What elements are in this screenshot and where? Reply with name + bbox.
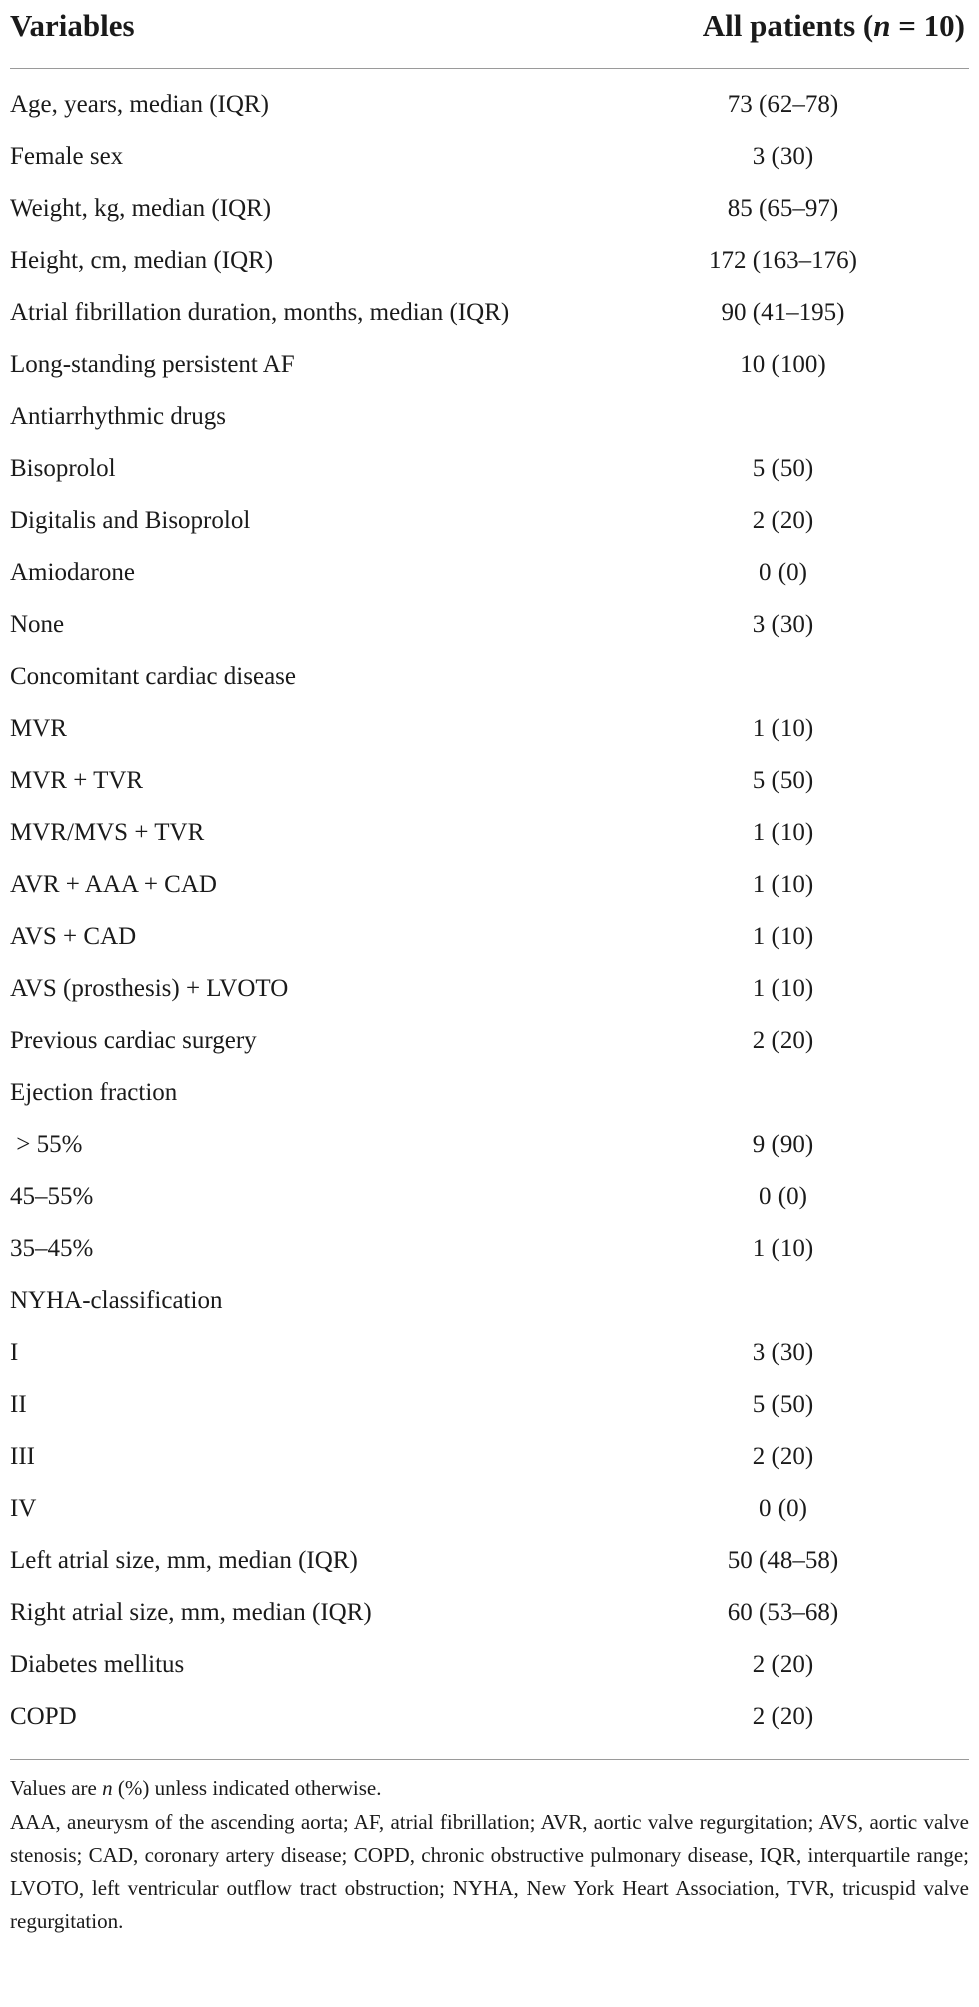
table-row	[10, 287, 969, 339]
row-value: 5 (50)	[752, 455, 814, 482]
table-row	[10, 1587, 969, 1639]
table-header	[10, 0, 969, 52]
table-row	[10, 963, 969, 1015]
table-row	[10, 183, 969, 235]
row-label: Amiodarone	[10, 559, 135, 586]
table-row	[10, 235, 969, 287]
table-row	[10, 1015, 969, 1067]
row-label: 35–45%	[10, 1235, 94, 1262]
row-label: Long-standing persistent AF	[10, 351, 295, 378]
row-label: Right atrial size, mm, median (IQR)	[10, 1599, 372, 1626]
row-value: 3 (30)	[752, 1339, 814, 1366]
row-value: 1 (10)	[752, 1235, 814, 1262]
row-label: I	[10, 1339, 19, 1366]
row-value: 2 (20)	[752, 1703, 814, 1730]
row-label: AVR + AAA + CAD	[10, 871, 217, 898]
row-value: 3 (30)	[752, 611, 814, 638]
table-row	[10, 391, 969, 443]
table-row	[10, 807, 969, 859]
table-row	[10, 495, 969, 547]
header-n-symbol: n	[873, 8, 891, 43]
row-label: AVS + CAD	[10, 923, 137, 950]
row-label: NYHA-classification	[10, 1287, 223, 1314]
row-label: Left atrial size, mm, median (IQR)	[10, 1547, 358, 1574]
row-value: 1 (10)	[752, 715, 814, 742]
footnote-values-prefix: Values are	[10, 1776, 103, 1800]
row-value: 2 (20)	[752, 507, 814, 534]
header-variables: Variables	[10, 8, 135, 43]
table-row	[10, 1639, 969, 1691]
row-value: 73 (62–78)	[727, 91, 839, 118]
row-label: Female sex	[10, 143, 124, 170]
table-row	[10, 79, 969, 131]
header-all-patients-prefix: All patients (	[702, 8, 874, 43]
row-value: 85 (65–97)	[727, 195, 839, 222]
row-value: 172 (163–176)	[709, 247, 857, 274]
row-label: Antiarrhythmic drugs	[10, 403, 226, 430]
table-row	[10, 443, 969, 495]
row-label: Age, years, median (IQR)	[10, 91, 269, 118]
footnote-abbreviations: AAA, aneurysm of the ascending aorta; AF, atrial fibrillation; AVR, aortic valve regurgitation; AVS, aortic valve stenosis; CAD, coronary artery disease; COPD, chronic obstructive pulmonary disease, IQR, interquartile range; LVOTO, left ventricular outflow tract obstruction; NYHA, New York Heart Association, TVR, tricuspid valve regurgitation.	[10, 1810, 969, 1933]
row-label: Weight, kg, median (IQR)	[10, 195, 272, 222]
row-label: MVR + TVR	[10, 767, 144, 794]
row-value: 2 (20)	[752, 1027, 814, 1054]
row-label: II	[10, 1391, 27, 1418]
table-row	[10, 1275, 969, 1327]
table-body	[10, 79, 969, 1743]
row-value: 2 (20)	[752, 1651, 814, 1678]
row-value: 5 (50)	[752, 767, 814, 794]
row-value: 1 (10)	[752, 923, 814, 950]
table-row	[10, 755, 969, 807]
row-value: 0 (0)	[759, 559, 807, 586]
footnote-values	[10, 1772, 969, 1805]
table-row	[10, 599, 969, 651]
table-row	[10, 1431, 969, 1483]
row-label: III	[10, 1443, 35, 1470]
row-label: Bisoprolol	[10, 455, 116, 482]
row-value: 90 (41–195)	[721, 299, 845, 326]
row-label: Height, cm, median (IQR)	[10, 247, 274, 274]
row-label: Concomitant cardiac disease	[10, 663, 296, 690]
row-value: 50 (48–58)	[727, 1547, 839, 1574]
row-label: Ejection fraction	[10, 1079, 178, 1106]
row-label: Digitalis and Bisoprolol	[10, 507, 251, 534]
row-value: 9 (90)	[752, 1131, 814, 1158]
table-row	[10, 339, 969, 391]
row-value: 3 (30)	[752, 143, 814, 170]
table-row	[10, 1535, 969, 1587]
row-label: IV	[10, 1495, 37, 1522]
row-label: Atrial fibrillation duration, months, median (IQR)	[10, 299, 510, 326]
header-all-patients	[703, 0, 969, 52]
table-row	[10, 859, 969, 911]
footer-rule	[10, 1759, 969, 1760]
table-row	[10, 1379, 969, 1431]
row-value: 5 (50)	[752, 1391, 814, 1418]
row-label: MVR	[10, 715, 67, 742]
row-value: 0 (0)	[759, 1183, 807, 1210]
row-value: 1 (10)	[752, 871, 814, 898]
table-row	[10, 1483, 969, 1535]
row-label: COPD	[10, 1703, 77, 1730]
row-value: 1 (10)	[752, 975, 814, 1002]
table-row	[10, 651, 969, 703]
header-rule	[10, 68, 969, 69]
row-value: 2 (20)	[752, 1443, 814, 1470]
table-row	[10, 1223, 969, 1275]
table-row	[10, 1327, 969, 1379]
row-label: None	[10, 611, 65, 638]
table-row	[10, 1691, 969, 1743]
row-label: 45–55%	[10, 1183, 94, 1210]
row-label: > 55%	[10, 1131, 83, 1158]
table-row	[10, 1067, 969, 1119]
row-value: 1 (10)	[752, 819, 814, 846]
row-label: Diabetes mellitus	[10, 1651, 185, 1678]
row-label: Previous cardiac surgery	[10, 1027, 257, 1054]
row-label: MVR/MVS + TVR	[10, 819, 205, 846]
header-all-patients-suffix: = 10)	[890, 8, 965, 43]
table-row	[10, 547, 969, 599]
row-value: 0 (0)	[759, 1495, 807, 1522]
row-value: 60 (53–68)	[727, 1599, 839, 1626]
row-value: 10 (100)	[740, 351, 826, 378]
table-row	[10, 131, 969, 183]
table-row	[10, 1171, 969, 1223]
footnote-values-suffix: (%) unless indicated otherwise.	[112, 1776, 382, 1800]
table-row	[10, 1119, 969, 1171]
table-row	[10, 703, 969, 755]
table-row	[10, 911, 969, 963]
footnote-n-symbol: n	[102, 1776, 113, 1800]
row-label: AVS (prosthesis) + LVOTO	[10, 975, 289, 1002]
